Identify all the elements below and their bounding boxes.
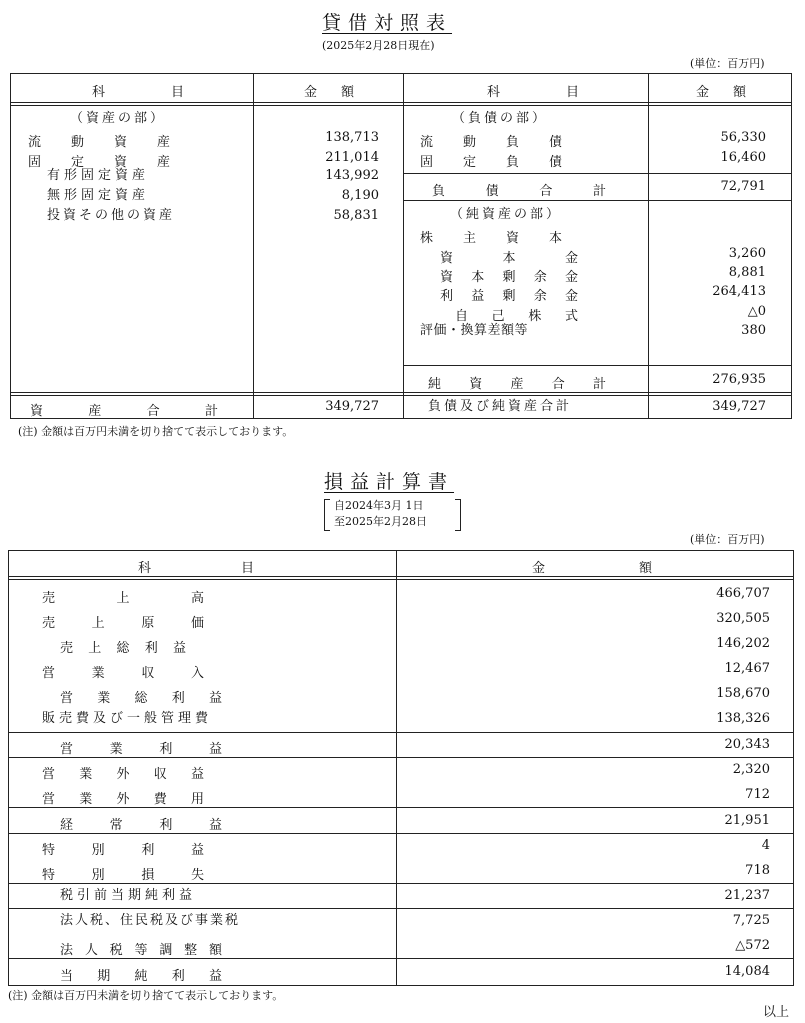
capital-surplus-value: 8,881 bbox=[728, 265, 766, 280]
tangible-value: 143,992 bbox=[325, 168, 379, 183]
treasury-label: 自 己 株 式 bbox=[455, 309, 578, 324]
pl-row-sga: 販売費及び一般管理費 bbox=[42, 711, 213, 726]
pl-row-extraordinary-income: 特 別 利 益 bbox=[42, 843, 204, 858]
pl-value-ordinary-income: 21,951 bbox=[724, 813, 770, 828]
pl-row-non-operating-expense: 営 業 外 費 用 bbox=[42, 792, 204, 807]
pl-row-cogs: 売 上 原 価 bbox=[42, 616, 204, 631]
total-liab-net-value: 349,727 bbox=[712, 399, 766, 414]
pl-value-operating-gross-profit: 158,670 bbox=[716, 686, 770, 701]
current-liab-label: 流 動 負 債 bbox=[420, 135, 562, 150]
total-liab-label: 負 債 合 計 bbox=[432, 184, 606, 199]
pl-row-pretax-income: 税引前当期純利益 bbox=[60, 888, 197, 903]
bs-unit: (単位：百万円) bbox=[690, 57, 765, 70]
pl-row-tax-adjustment: 法 人 税 等 調 整 額 bbox=[60, 943, 222, 958]
bs-title: 貸借対照表 bbox=[322, 12, 453, 34]
retained-value: 264,413 bbox=[712, 284, 766, 299]
treasury-value: △0 bbox=[747, 304, 766, 319]
current-assets-label: 流 動 資 産 bbox=[28, 135, 170, 150]
pl-period-to: 至2025年2月28日 bbox=[334, 515, 427, 528]
total-net-value: 276,935 bbox=[712, 372, 766, 387]
valuation-label: 評価・換算差額等 bbox=[420, 323, 529, 338]
pl-value-sga: 138,326 bbox=[716, 711, 770, 726]
pl-head-amount: 金 額 bbox=[532, 561, 652, 576]
pl-value-non-operating-income: 2,320 bbox=[732, 762, 770, 777]
pl-value-gross-profit: 146,202 bbox=[716, 636, 770, 651]
pl-period-from: 自2024年3月 1日 bbox=[334, 499, 424, 512]
pl-row-ordinary-income: 経 常 利 益 bbox=[60, 818, 222, 833]
bs-head-amount-right: 金 額 bbox=[696, 85, 746, 100]
total-assets-value: 349,727 bbox=[325, 399, 379, 414]
pl-row-income-taxes: 法人税、住民税及び事業税 bbox=[60, 913, 241, 928]
net-section-title: （純資産の部） bbox=[450, 207, 563, 222]
current-liab-value: 56,330 bbox=[720, 130, 766, 145]
pl-row-operating-revenue: 営 業 収 入 bbox=[42, 666, 204, 681]
investments-label: 投資その他の資産 bbox=[47, 208, 176, 223]
bs-head-amount-left: 金 額 bbox=[304, 85, 354, 100]
retained-label: 利 益 剰 余 金 bbox=[440, 289, 578, 304]
fixed-assets-value: 211,014 bbox=[325, 150, 379, 165]
shareholders-equity-label: 株 主 資 本 bbox=[420, 231, 562, 246]
pl-row-sales: 売 上 高 bbox=[42, 591, 204, 606]
pl-row-operating-gross-profit: 営 業 総 利 益 bbox=[60, 691, 222, 706]
pl-unit: (単位：百万円) bbox=[690, 533, 765, 546]
pl-value-sales: 466,707 bbox=[716, 586, 770, 601]
total-assets-label: 資 産 合 計 bbox=[30, 404, 218, 419]
fixed-liab-label: 固 定 負 債 bbox=[420, 155, 562, 170]
capital-value: 3,260 bbox=[728, 246, 766, 261]
pl-value-extraordinary-loss: 718 bbox=[745, 863, 770, 878]
pl-value-income-taxes: 7,725 bbox=[732, 913, 770, 928]
pl-value-operating-income: 20,343 bbox=[724, 737, 770, 752]
intangible-label: 無形固定資産 bbox=[47, 188, 150, 203]
valuation-value: 380 bbox=[741, 323, 766, 338]
fixed-assets-label: 固 定 資 産 bbox=[28, 155, 170, 170]
pl-title: 損益計算書 bbox=[324, 471, 455, 493]
current-assets-value: 138,713 bbox=[325, 130, 379, 145]
intangible-value: 8,190 bbox=[341, 188, 379, 203]
capital-label: 資 本 金 bbox=[440, 251, 578, 266]
pl-row-net-income: 当 期 純 利 益 bbox=[60, 969, 222, 984]
pl-value-tax-adjustment: △572 bbox=[735, 938, 770, 953]
total-net-label: 純 資 産 合 計 bbox=[428, 377, 606, 392]
pl-value-operating-revenue: 12,467 bbox=[724, 661, 770, 676]
capital-surplus-label: 資 本 剰 余 金 bbox=[440, 270, 578, 285]
pl-row-gross-profit: 売 上 総 利 益 bbox=[60, 641, 186, 656]
bs-head-item-left: 科 目 bbox=[92, 85, 184, 100]
pl-value-pretax-income: 21,237 bbox=[724, 888, 770, 903]
investments-value: 58,831 bbox=[333, 208, 379, 223]
pl-head-item: 科 目 bbox=[138, 561, 254, 576]
liab-section-title: （負債の部） bbox=[452, 111, 549, 126]
pl-row-extraordinary-loss: 特 別 損 失 bbox=[42, 868, 204, 883]
end-mark: 以上 bbox=[763, 1005, 790, 1020]
fixed-liab-value: 16,460 bbox=[720, 150, 766, 165]
tangible-label: 有形固定資産 bbox=[47, 168, 150, 183]
assets-section-title: （資産の部） bbox=[70, 111, 167, 126]
total-liab-net-label: 負債及び純資産合計 bbox=[428, 399, 573, 414]
pl-value-cogs: 320,505 bbox=[716, 611, 770, 626]
pl-row-operating-income: 営 業 利 益 bbox=[60, 742, 222, 757]
pl-value-extraordinary-income: 4 bbox=[761, 838, 770, 853]
pl-note: (注) 金額は百万円未満を切り捨てて表示しております。 bbox=[8, 989, 284, 1002]
bs-head-item-right: 科 目 bbox=[487, 85, 579, 100]
pl-value-non-operating-expense: 712 bbox=[745, 787, 770, 802]
pl-value-net-income: 14,084 bbox=[724, 964, 770, 979]
bs-date: (2025年2月28日現在) bbox=[322, 39, 435, 52]
pl-row-non-operating-income: 営 業 外 収 益 bbox=[42, 767, 204, 782]
total-liab-value: 72,791 bbox=[720, 179, 766, 194]
bs-note: (注) 金額は百万円未満を切り捨てて表示しております。 bbox=[18, 425, 294, 438]
